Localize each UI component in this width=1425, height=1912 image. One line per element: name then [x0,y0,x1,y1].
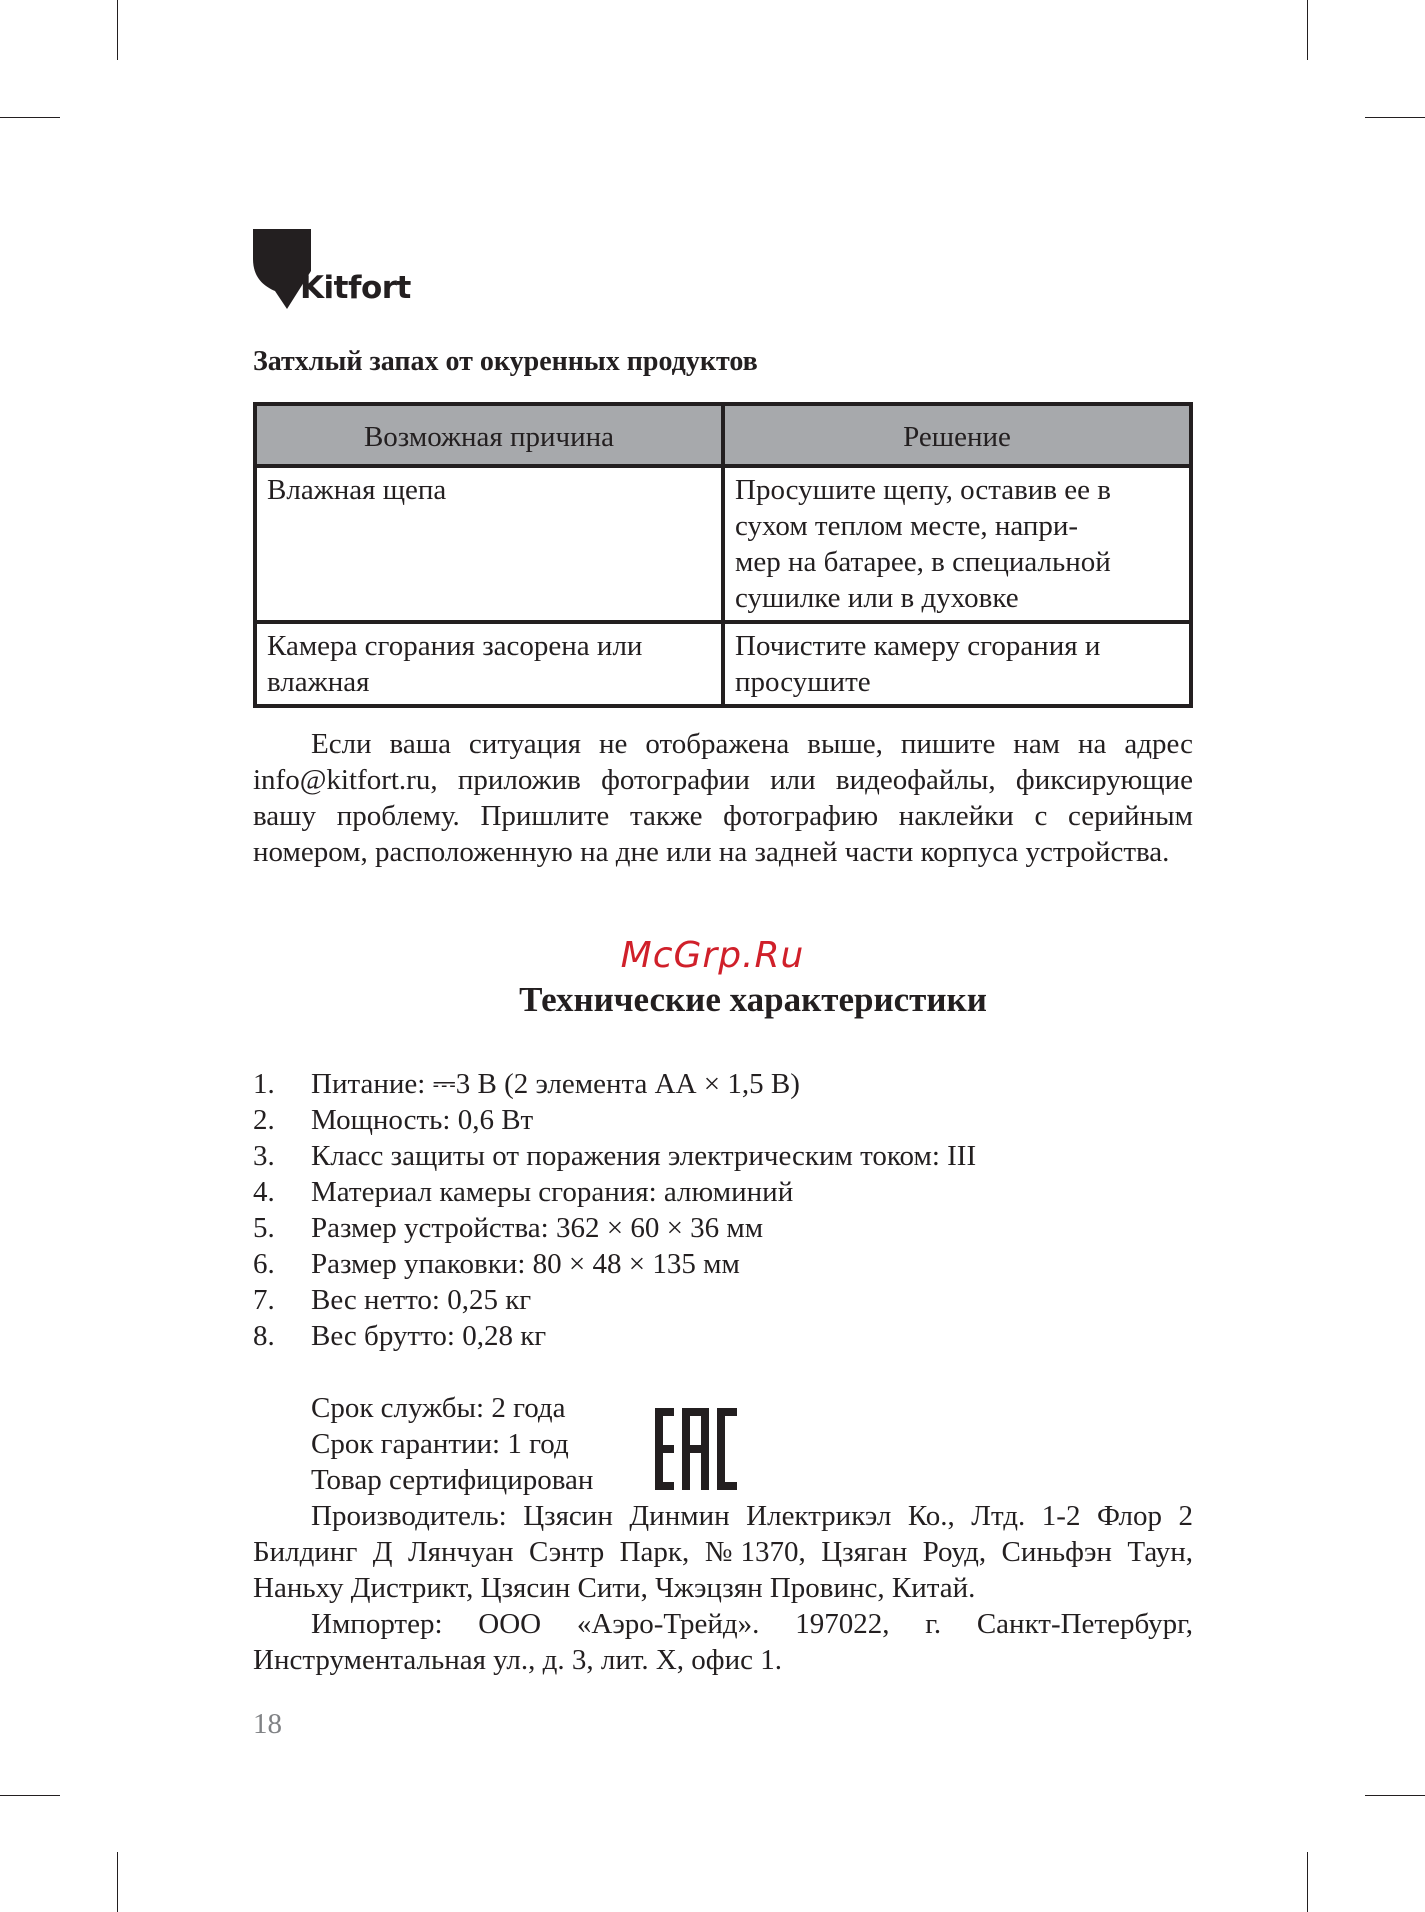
list-text: Материал камеры сгорания: алюминий [311,1176,794,1208]
crop-mark [0,117,60,118]
list-item [253,1102,976,1138]
list-number: 1. [253,1068,275,1100]
crop-mark [1307,1852,1308,1912]
specs-list [253,1066,976,1354]
table-row [255,622,1191,706]
page-number: 18 [253,1708,282,1740]
list-number: 4. [253,1176,275,1208]
cause-text: Влажная щепа [267,474,447,506]
troubleshooting-table [253,402,1193,708]
list-number: 7. [253,1284,275,1316]
header-cause: Возможная причина [255,404,723,466]
list-text: Питание: ⎓3 В (2 элемента АА × 1,5 В) [311,1068,800,1100]
list-text: Мощность: 0,6 Вт [311,1104,534,1136]
solution-line: сушилке или в духовке [735,582,1019,614]
crop-mark [117,1852,118,1912]
list-number: 8. [253,1320,275,1352]
list-text: Класс защиты от поражения электрическим током: III [311,1140,977,1172]
list-item [253,1174,976,1210]
eac-mark-icon [655,1408,737,1490]
specs-heading: Технические характеристики [519,980,987,1019]
cause-cell [255,466,723,622]
list-item [253,1138,976,1174]
solution-cell [723,466,1191,622]
table-header-row [255,404,1191,466]
solution-line: просушите [735,666,871,698]
contact-paragraph: Если ваша ситуация не отображена выше, пишите нам на адрес info@kitfort.ru, приложив фотографии или видеофайлы, фиксирующие вашу проблему. Пришлите также фотографию наклейки с серийным номером, расположенную на дне или на задней части корпуса устройства. [253,728,1193,868]
importer-paragraph: Импортер: ООО «Аэро-Трейд». 197022, г. Санкт-Петербург, Инструментальная ул., д. 3, лит. Х, офис 1. [253,1608,1193,1676]
table-row [255,466,1191,622]
list-item [253,1066,976,1102]
list-number: 2. [253,1104,275,1136]
header-solution: Решение [723,404,1191,466]
watermark: McGrp.Ru [620,935,805,976]
crop-mark [1365,117,1425,118]
solution-line: мер на батарее, в специальной [735,546,1111,578]
list-number: 3. [253,1140,275,1172]
list-text: Размер устройства: 362 × 60 × 36 мм [311,1212,764,1244]
list-item [253,1210,976,1246]
cause-cell [255,622,723,706]
list-item [253,1282,976,1318]
crop-mark [0,1795,60,1796]
list-item [253,1318,976,1354]
list-text: Вес нетто: 0,25 кг [311,1284,532,1316]
brand-name: Kitfort [300,270,411,306]
cause-line: влажная [267,666,370,698]
crop-mark [117,0,118,60]
list-number: 6. [253,1248,275,1280]
manufacturer-paragraph: Производитель: Цзясин Динмин Илектрикэл Ко., Лтд. 1-2 Флор 2 Билдинг Д Лянчуан Сэнтр Парк, №1370, Цзяган Роуд, Синьфэн Таун, Наньху Дистрикт, Цзясин Сити, Чжэцзян Провинс, Китай. [253,1500,1193,1604]
list-text: Размер упаковки: 80 × 48 × 135 мм [311,1248,740,1280]
list-item [253,1246,976,1282]
solution-line: Почистите камеру сгорания и [735,630,1101,662]
list-text: Вес брутто: 0,28 кг [311,1320,547,1352]
solution-line: сухом теплом месте, напри- [735,510,1079,542]
cause-line: Камера сгорания засорена или [267,630,643,662]
crop-mark [1365,1795,1425,1796]
list-number: 5. [253,1212,275,1244]
certification-note: Товар сертифицирован [311,1464,594,1496]
service-life: Срок службы: 2 года [311,1392,566,1424]
solution-line: Просушите щепу, оставив ее в [735,474,1111,506]
service-info [311,1390,593,1498]
kitfort-logo [253,229,423,309]
warranty: Срок гарантии: 1 год [311,1428,569,1460]
crop-mark [1307,0,1308,60]
section-title: Затхлый запах от окуренных продуктов [253,346,758,377]
solution-cell [723,622,1191,706]
